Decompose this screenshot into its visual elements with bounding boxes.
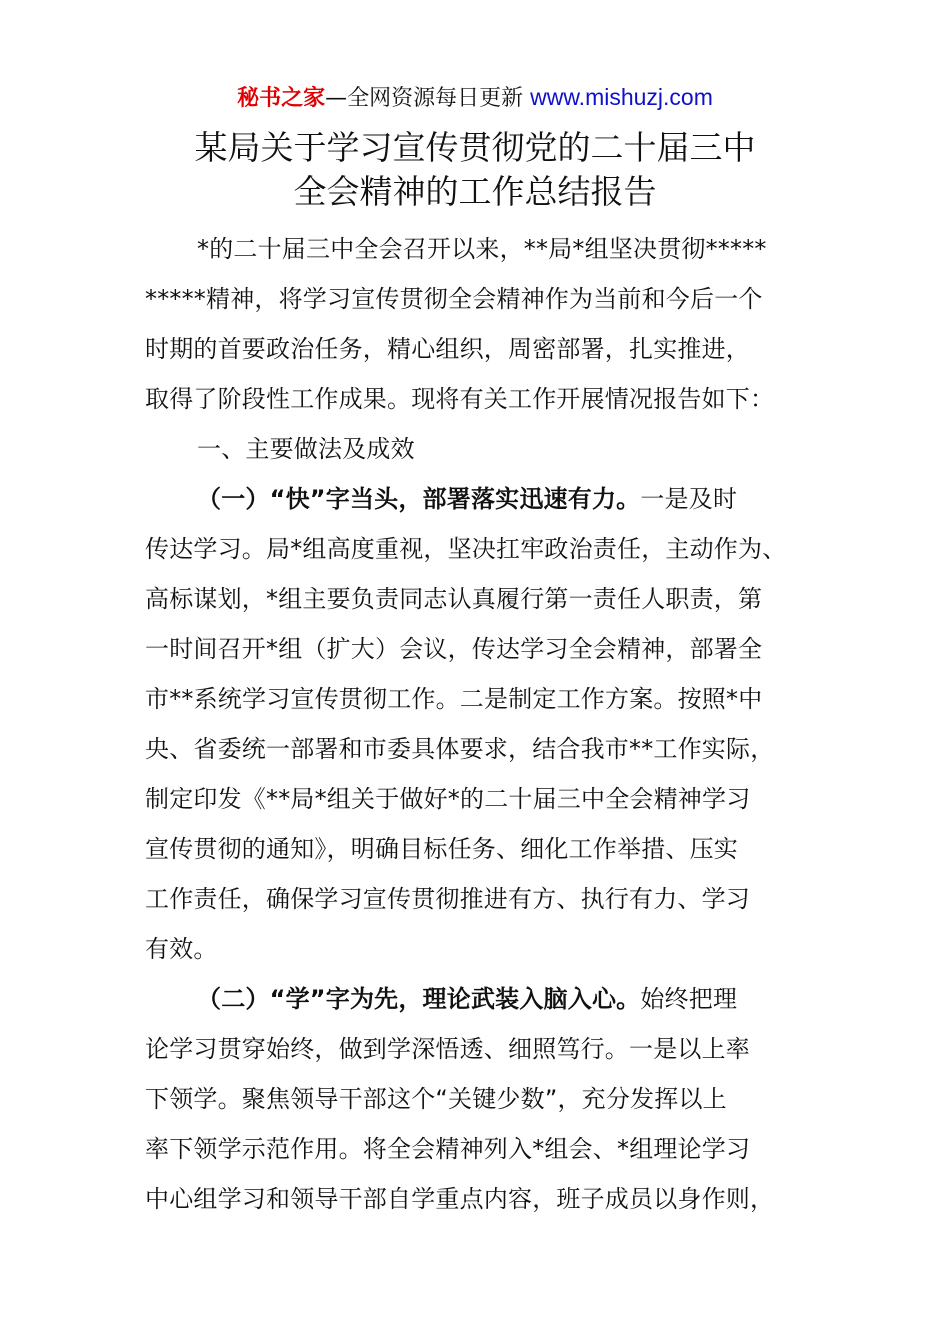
part2-first-line-rest: 始终把理 <box>640 985 738 1013</box>
document-body <box>145 224 817 1224</box>
site-url-link[interactable]: www.mishuzj.com <box>530 84 713 110</box>
part1-line: 一时间召开*组（扩大）会议，传达学习全会精神，部署全 <box>145 635 763 663</box>
part2-first-line <box>145 974 817 1024</box>
part2-line: 中心组学习和领导干部自学重点内容，班子成员以身作则， <box>145 1185 775 1213</box>
part2-paragraph <box>145 974 817 1224</box>
part1-line: 高标谋划，*组主要负责同志认真履行第一责任人职责，第 <box>145 585 763 613</box>
brand-name: 秘书之家 <box>237 86 326 111</box>
part1-line: 制定印发《**局*组关于做好*的二十届三中全会精神学习 <box>145 785 751 813</box>
part1-line: 宣传贯彻的通知》，明确目标任务、细化工作举措、压实 <box>145 835 738 863</box>
part2-line: 论学习贯穿始终，做到学深悟透、细照笃行。一是以上率 <box>145 1035 750 1063</box>
intro-line: 时期的首要政治任务，精心组织，周密部署，扎实推进， <box>145 335 750 363</box>
part1-bold-lead: （一）“快”字当头，部署落实迅速有力。 <box>197 485 641 513</box>
title-line-2: 全会精神的工作总结报告 <box>293 172 657 211</box>
document-title <box>0 126 950 214</box>
part1-line: 市**系统学习宣传贯彻工作。二是制定工作方案。按照*中 <box>145 685 763 713</box>
intro-line: *****精神，将学习宣传贯彻全会精神作为当前和今后一个 <box>145 285 763 313</box>
intro-paragraph <box>145 224 817 424</box>
part2-line: 率下领学示范作用。将全会精神列入*组会、*组理论学习 <box>145 1135 751 1163</box>
part2-bold-lead: （二）“学”字为先，理论武装入脑入心。 <box>197 985 641 1013</box>
part1-paragraph <box>145 474 817 974</box>
part1-line: 有效。 <box>145 935 218 963</box>
part1-line: 工作责任，确保学习宣传贯彻推进有方、执行有力、学习 <box>145 885 750 913</box>
part1-line: 传达学习。局*组高度重视，坚决扛牢政治责任，主动作为、 <box>145 535 787 563</box>
part1-line: 央、省委统一部署和市委具体要求，结合我市**工作实际， <box>145 735 775 763</box>
header-tagline: —全网资源每日更新 <box>325 86 531 111</box>
site-header <box>0 82 950 114</box>
part1-first-line-rest: 一是及时 <box>640 485 738 513</box>
intro-line: 取得了阶段性工作成果。现将有关工作开展情况报告如下： <box>145 385 775 413</box>
intro-line: *的二十届三中全会召开以来，**局*组坚决贯彻***** <box>197 235 767 263</box>
section-heading <box>145 424 817 474</box>
title-line-1: 某局关于学习宣传贯彻党的二十届三中 <box>194 128 756 167</box>
section-heading-text: 一、主要做法及成效 <box>197 435 415 463</box>
part2-line: 下领学。聚焦领导干部这个“关键少数”，充分发挥以上 <box>145 1085 727 1113</box>
part1-first-line <box>145 474 817 524</box>
